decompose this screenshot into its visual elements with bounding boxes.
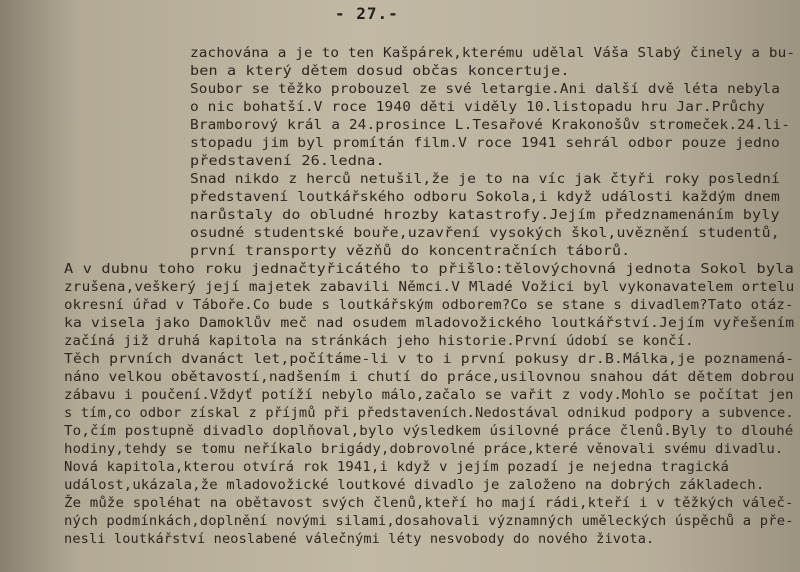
text-line: narůstaly do obludné hrozby katastrofy.Jejím předznamenáním byly — [190, 208, 780, 223]
text-line: náno velkou obětavostí,nadšením i chutí do práce,usilovnou snahou dát dětem dobrou — [64, 370, 795, 385]
text-line: začíná již druhá kapitola na stránkách jeho historie.První údobí se končí. — [64, 334, 694, 349]
text-line: představení 26.ledna. — [190, 154, 385, 169]
text-line: Bramborový král a 24.prosince L.Tesařové Krakonošův stromeček.24.li- — [190, 118, 791, 133]
text-line: Nová kapitola,kterou otvírá rok 1941,i když v jejím pozadí je nejedna tragická — [64, 460, 729, 475]
text-line: To,čím postupně divadlo doplňoval,bylo výsledkem úsilovné práce členů.Byly to dlouhé — [64, 424, 794, 439]
text-line: událost,ukázala,že mladovožické loutkové divadlo je založeno na dobrých základech. — [64, 478, 765, 493]
text-line: A v dubnu toho roku jednačtyřicátého to přišlo:tělovýchovná jednota Sokol byla — [64, 262, 794, 277]
text-line: zrušena,veškerý její majetek zabavili Němci.V Mladé Vožici byl vykonavatelem ortelu — [64, 280, 795, 295]
text-line: ka visela jako Damoklův meč nad osudem mladovožického loutkářství.Jejím vyřešením — [64, 316, 795, 331]
text-line: Snad nikdo z herců netušil,že je to na víc jak čtyři roky poslední — [190, 172, 780, 187]
text-line: Soubor se těžko probouzel ze své letargie.Ani další dvě léta nebyla — [190, 82, 780, 97]
text-line: nesli loutkářství neoslabené válečnými léty nesvobody do nového života. — [64, 532, 655, 547]
text-line: stopadu jim byl promítán film.V roce 1941 sehrál odbor pouze jedno — [190, 136, 780, 151]
text-line: zachována a je to ten Kašpárek,kterému udělal Váša Slabý činely a bu- — [190, 46, 796, 61]
text-line: představení loutkářského odboru Sokola,i když události každým dnem — [190, 190, 780, 205]
text-line: Že může spoléhat na obětavost svých členů,kteří ho mají rádi,kteří i v těžkých váleč- — [64, 496, 794, 511]
text-line: zábavu i poučení.Vždyť potíží nebylo málo,začalo se vařit z vody.Mohlo se počítat jen — [64, 388, 794, 403]
text-line: Těch prvních dvanáct let,počítáme-li v to i první pokusy dr.B.Málka,je poznamená- — [64, 352, 795, 367]
text-line: osudné studentské bouře,uzavření vysokých škol,uvěznění studentů, — [190, 226, 780, 241]
text-line: o nic bohatší.V roce 1940 děti viděly 10.listopadu hru Jar.Průchy — [190, 100, 765, 115]
text-line: ných podmínkách,doplnění novými silami,dosahovali významných uměleckých úspěchů a pře- — [64, 514, 794, 529]
text-line: hodiny,tehdy se tomu neříkalo brigády,dobrovolné práce,které věnovali svému divadlu. — [64, 442, 784, 457]
text-line: okresní úřad v Táboře.Co bude s loutkářským odborem?Co se stane s divadlem?Tato otáz- — [64, 298, 794, 313]
text-line: první transporty vězňů do koncentračních táborů. — [190, 244, 631, 259]
text-line: ben a který dětem dosud občas koncertuje. — [190, 64, 570, 79]
page-number: - 27.- — [335, 4, 399, 23]
text-line: s tím,co odbor získal z příjmů při představeních.Nedostával odnikud podpory a subvence. — [64, 406, 794, 421]
